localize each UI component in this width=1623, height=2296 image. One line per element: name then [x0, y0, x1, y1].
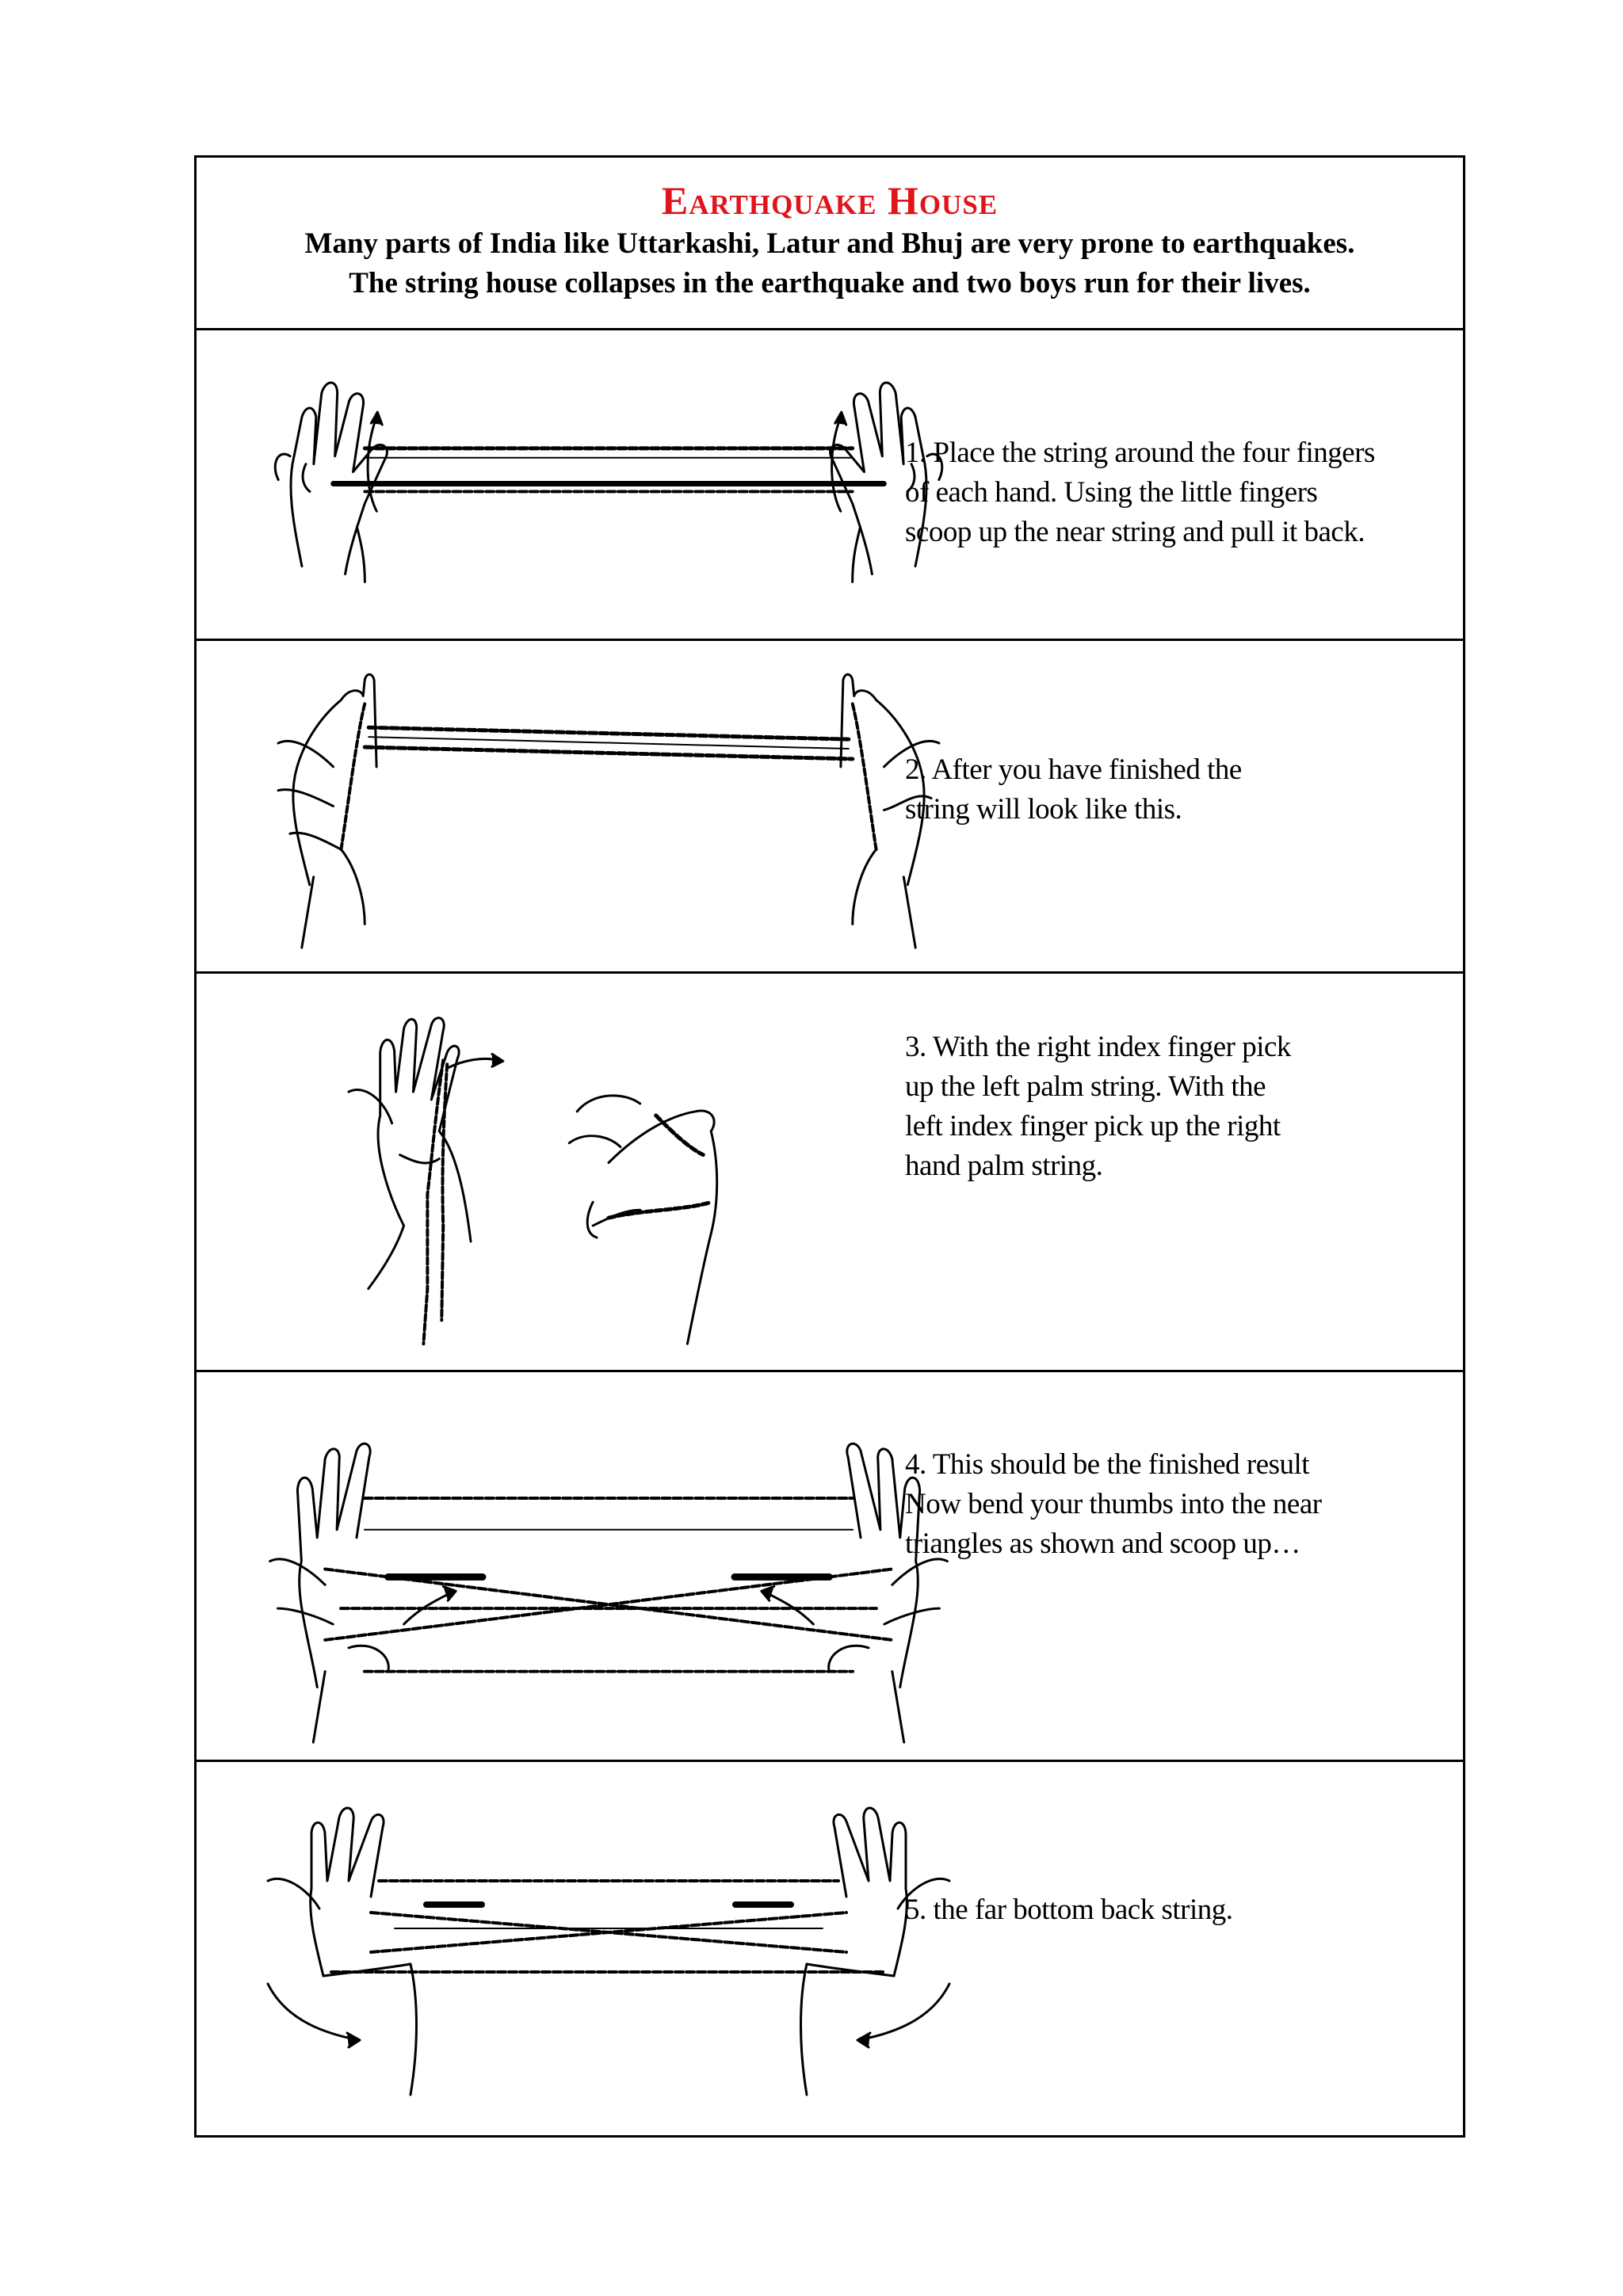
step-3-line-1: 3. With the right index finger pick	[905, 1031, 1291, 1063]
step-3-illustration	[244, 974, 973, 1370]
hands-string-drawing	[244, 974, 973, 1370]
step-2-illustration	[244, 641, 973, 971]
subtitle-line-2: The string house collapses in the earthquake and two boys run for their lives.	[349, 267, 1311, 299]
step-3-line-4: hand palm string.	[905, 1150, 1103, 1182]
step-3-line-3: left index finger pick up the right	[905, 1110, 1281, 1142]
step-5-illustration	[244, 1762, 973, 2140]
step-2-line-2: string will look like this.	[905, 793, 1182, 826]
step-1-line-2: of each hand. Using the little fingers	[905, 476, 1318, 509]
step-1-line-3: scoop up the near string and pull it back.	[905, 516, 1365, 548]
step-2-text	[905, 750, 1428, 830]
instruction-sheet	[194, 155, 1465, 2138]
hands-string-drawing	[244, 1762, 973, 2140]
step-1-panel	[197, 330, 1463, 641]
step-1-line-1: 1. Place the string around the four fingers	[905, 437, 1375, 469]
step-1-illustration	[244, 330, 973, 639]
page-title: Earthquake House	[661, 178, 999, 223]
step-4-text	[905, 1445, 1428, 1564]
step-3-line-2: up the left palm string. With the	[905, 1070, 1266, 1103]
step-4-line-2: Now bend your thumbs into the near	[905, 1488, 1322, 1520]
step-4-line-1: 4. This should be the finished result	[905, 1448, 1310, 1481]
step-4-line-3: triangles as shown and scoop up…	[905, 1527, 1300, 1560]
sheet-header	[197, 158, 1463, 330]
hands-string-drawing	[244, 330, 973, 639]
step-3-text	[905, 1028, 1428, 1186]
step-5-panel	[197, 1762, 1463, 2140]
step-1-text	[905, 433, 1428, 552]
hands-string-drawing	[244, 641, 973, 971]
step-2-panel	[197, 641, 1463, 974]
subtitle-line-1: Many parts of India like Uttarkashi, Latur and Bhuj are very prone to earthquakes.	[304, 227, 1355, 260]
step-4-illustration	[244, 1372, 973, 1760]
hands-string-drawing	[244, 1372, 973, 1760]
step-5-line-1: 5. the far bottom back string.	[905, 1894, 1233, 1926]
step-3-panel	[197, 974, 1463, 1372]
step-5-text	[905, 1890, 1428, 1930]
step-4-panel	[197, 1372, 1463, 1762]
step-2-line-1: 2. After you have finished the	[905, 753, 1242, 786]
